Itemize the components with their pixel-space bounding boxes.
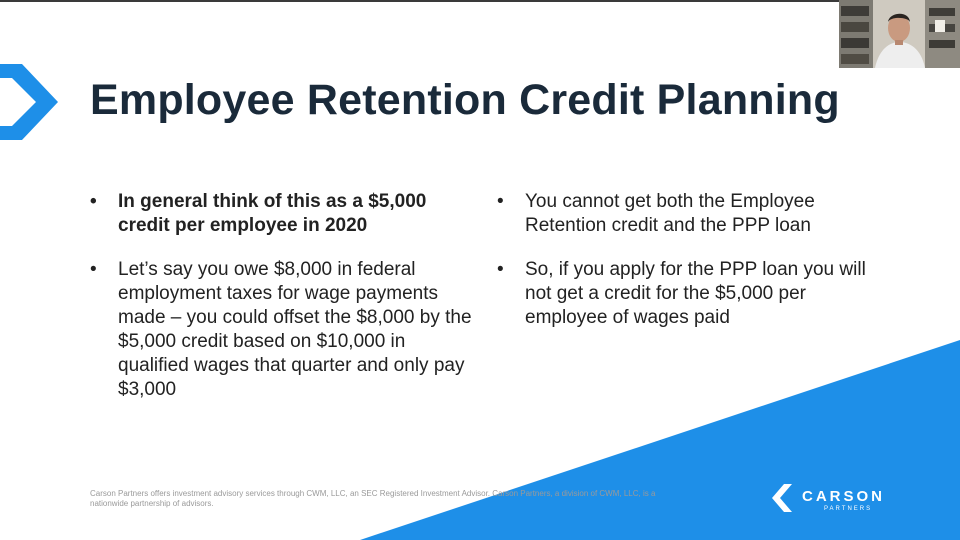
carson-logo-icon (772, 482, 892, 514)
bullet-item (497, 190, 867, 238)
bullet-item (90, 258, 475, 402)
bullet-dot: • (90, 259, 97, 280)
presenter-video-icon (839, 0, 960, 68)
right-bullet-list (497, 190, 867, 350)
disclaimer-text: Carson Partners offers investment advisory services through CWM, LLC, an SEC Registered Investment Advisor. Carson Partners, a division of CWM, LLC, is a nationwide partnership of advisors. (90, 489, 656, 508)
bullet-text: Let’s say you owe $8,000 in federal employment taxes for wage payments made – you could offset the $8,000 by the $5,000 credit based on $10,000 in qualified wages that quarter and only pay $3,000 (118, 259, 472, 400)
left-bullet-list (90, 190, 475, 422)
logo-name: CARSON (802, 488, 886, 505)
logo-subtitle: PARTNERS (824, 506, 873, 512)
bullet-text: In general think of this as a $5,000 credit per employee in 2020 (118, 191, 427, 236)
chevron-decoration-icon (0, 62, 64, 142)
carson-mark-icon (772, 484, 792, 512)
bullet-item (497, 258, 867, 330)
bullet-text: You cannot get both the Employee Retention credit and the PPP loan (525, 191, 815, 236)
bullet-item (90, 190, 475, 238)
bullet-dot: • (497, 259, 504, 280)
bullet-dot: • (497, 191, 504, 212)
top-border (0, 0, 960, 2)
bullet-text: So, if you apply for the PPP loan you will not get a credit for the $5,000 per employee of wages paid (525, 259, 866, 328)
slide-title: Employee Retention Credit Planning (90, 76, 840, 124)
bullet-dot: • (90, 191, 97, 212)
